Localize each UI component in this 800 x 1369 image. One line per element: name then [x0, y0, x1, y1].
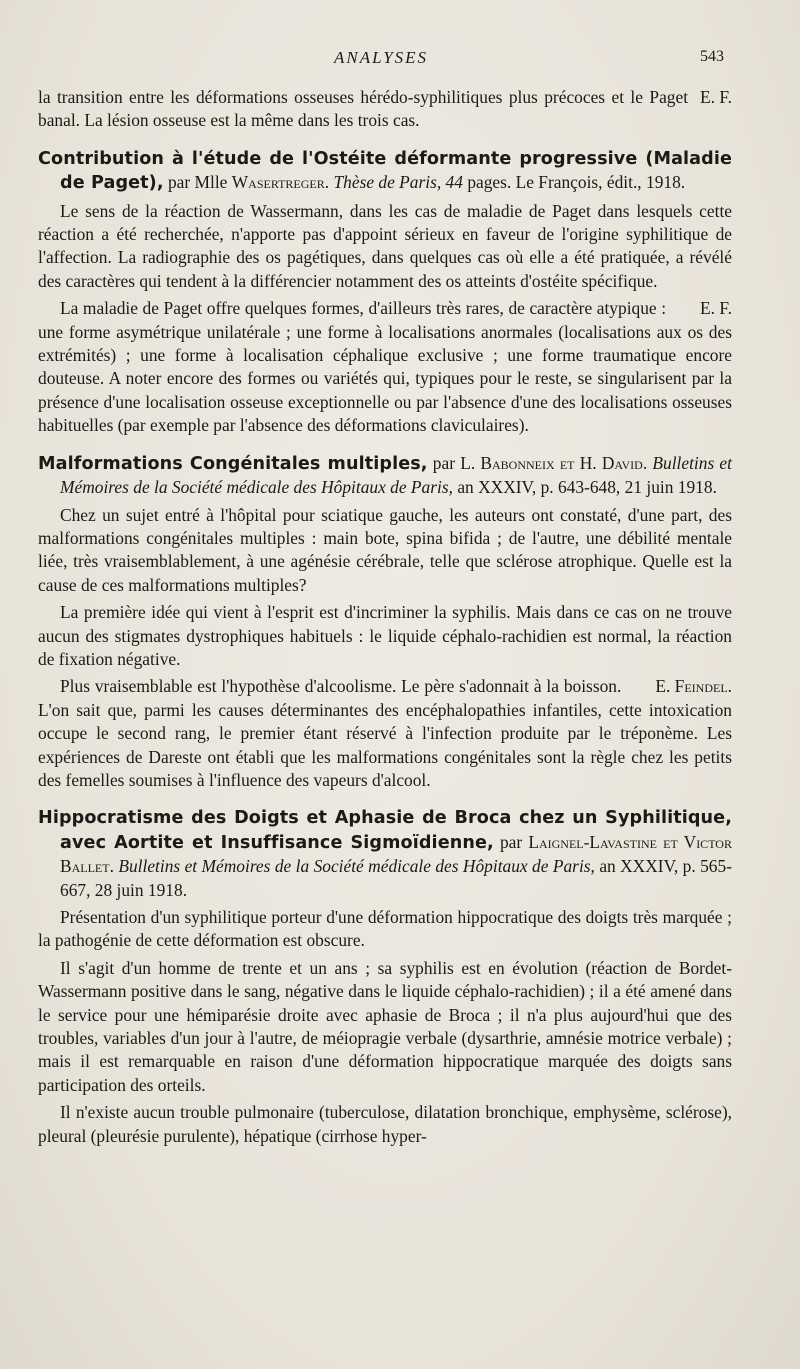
review-title: Hippocratisme des Doigts et Aphasie de Broca chez un Syphilitique, avec Aortite et Insuffisance Sigmoïdienne, [38, 808, 732, 853]
previous-review-end [38, 86, 732, 133]
paragraph: E. Feindel. Plus vraisemblable est l'hypothèse d'alcoolisme. Le père s'adonnait à la boisson. L'on sait que, parmi les causes déterminantes des encéphalopathies infantiles, cette intoxication occupe le second rang, le premier étant réservé à l'infection produite par le tréponème. Les expériences de Dareste ont établi que les malformations congénitales sont la règle chez les petits des femelles soumises à l'influence des vapeurs d'alcool. [38, 676, 732, 790]
page-header [38, 48, 724, 74]
paragraph: E. F. La maladie de Paget offre quelques formes, d'ailleurs très rares, de caractère atypique : une forme asymétrique unilatérale ; une forme à localisations anormales (localisations aux os des extrémités) ; une forme à localisation céphalique exclusive ; une forme traumatique encore douteuse. A noter encore des formes ou variétés qui, typiques pour le reste, se singularisent par la présence d'une localisation osseuse exceptionnelle ou par l'absence d'une des localisations osseuses habituelles (par exemple par l'absence des déformations claviculaires). [38, 298, 732, 436]
paragraph: La première idée qui vient à l'esprit est d'incriminer la syphilis. Mais dans ce cas on ne trouve aucun des stigmates dystrophiques habituels : le liquide céphalo-rachidien est normal, la réaction de fixation négative. [38, 602, 732, 669]
review-source-details: an XXXIV, p. 643-648, 21 juin 1918. [457, 477, 717, 498]
paragraph: Il s'agit d'un homme de trente et un ans ; sa syphilis est en évolution (réaction de Bordet-Wassermann positive dans le sang, négative dans le liquide céphalo-rachidien) ; il a été amené dans le service pour une hémiparésie droite avec aphasie de Broca ; il n'a plus aujourd'hui que des troubles, variables d'un jour à l'autre, de méiopragie verbale (dysarthrie, amnésie motrice verbale) ; mais il est remarquable en raison d'une déformation hippocratique marquée des doigts sans participation des orteils. [38, 957, 732, 1095]
review-heading [38, 147, 732, 196]
paragraph: la transition entre les déformations osseuses hérédo-syphilitiques plus précoces et le Paget banal. La lésion osseuse est la même dans les trois cas. [38, 87, 689, 131]
review-title: Contribution à l'étude de l'Ostéite déformante progressive (Maladie de Paget), [38, 148, 732, 194]
review-source-details: pages. Le François, édit., 1918. [467, 172, 686, 193]
review-heading [38, 806, 732, 902]
author-prefix: par Mlle [167, 172, 228, 193]
author-prefix: par [499, 831, 523, 852]
review-source-details: an XXXIV, p. 565-667, 28 juin 1918. [60, 856, 732, 900]
review-heading [38, 452, 732, 500]
page-content [38, 86, 732, 1148]
author-prefix: par [432, 452, 456, 473]
page-number: 543 [700, 48, 724, 65]
review-author: Laignel-Lavastine et Victor Ballet. [60, 831, 732, 877]
paragraph: Chez un sujet entré à l'hôpital pour sciatique gauche, les auteurs ont constaté, d'une part, des malformations congénitales multiples : main bote, spina bifida ; de l'autre, une débilité mentale liée, très vraisemblablement, à une agénésie cérébrale, telle que sclérose atrophique. Quelle est la cause de ces malformations multiples? [38, 504, 732, 595]
review-source: Bulletins et Mémoires de la Société médicale des Hôpitaux de Paris, [60, 452, 732, 498]
review-title: Malformations Congénitales multiples, [38, 453, 428, 474]
review-author: L. Babonneix et H. David. [460, 452, 648, 473]
paragraph: Présentation d'un syphilitique porteur d'une déformation hippocratique des doigts très marquée ; la pathogénie de cette déformation est obscure. [38, 907, 732, 951]
review-signature: E. Feindel. [655, 676, 732, 697]
review-malformations [38, 452, 732, 793]
review-signature: E. F. [700, 298, 732, 319]
review-source: Thèse de Paris, 44 [333, 172, 463, 193]
paragraph: Il n'existe aucun trouble pulmonaire (tuberculose, dilatation bronchique, emphysème, sclérose), pleural (pleurésie purulente), hépatique (cirrhose hyper- [38, 1102, 732, 1146]
review-source: Bulletins et Mémoires de la Société médicale des Hôpitaux de Paris, [118, 856, 595, 877]
paragraph: Le sens de la réaction de Wassermann, dans les cas de maladie de Paget dans lesquels cette réaction a été recherchée, n'apporte pas d'appoint sérieux en faveur de l'origine syphilitique de l'affection. La radiographie des os pagétiques, dans quelques cas où elle a été pratiquée, a révélé des caractères qui tendent à la différencier notamment des os atteints d'ostéite spécifique. [38, 200, 732, 291]
review-paget [38, 147, 732, 438]
review-signature: E. F. [700, 87, 732, 107]
review-hippocratisme [38, 806, 732, 1148]
review-author: Wasertreger. [231, 172, 330, 193]
running-title: ANALYSES [333, 48, 429, 67]
